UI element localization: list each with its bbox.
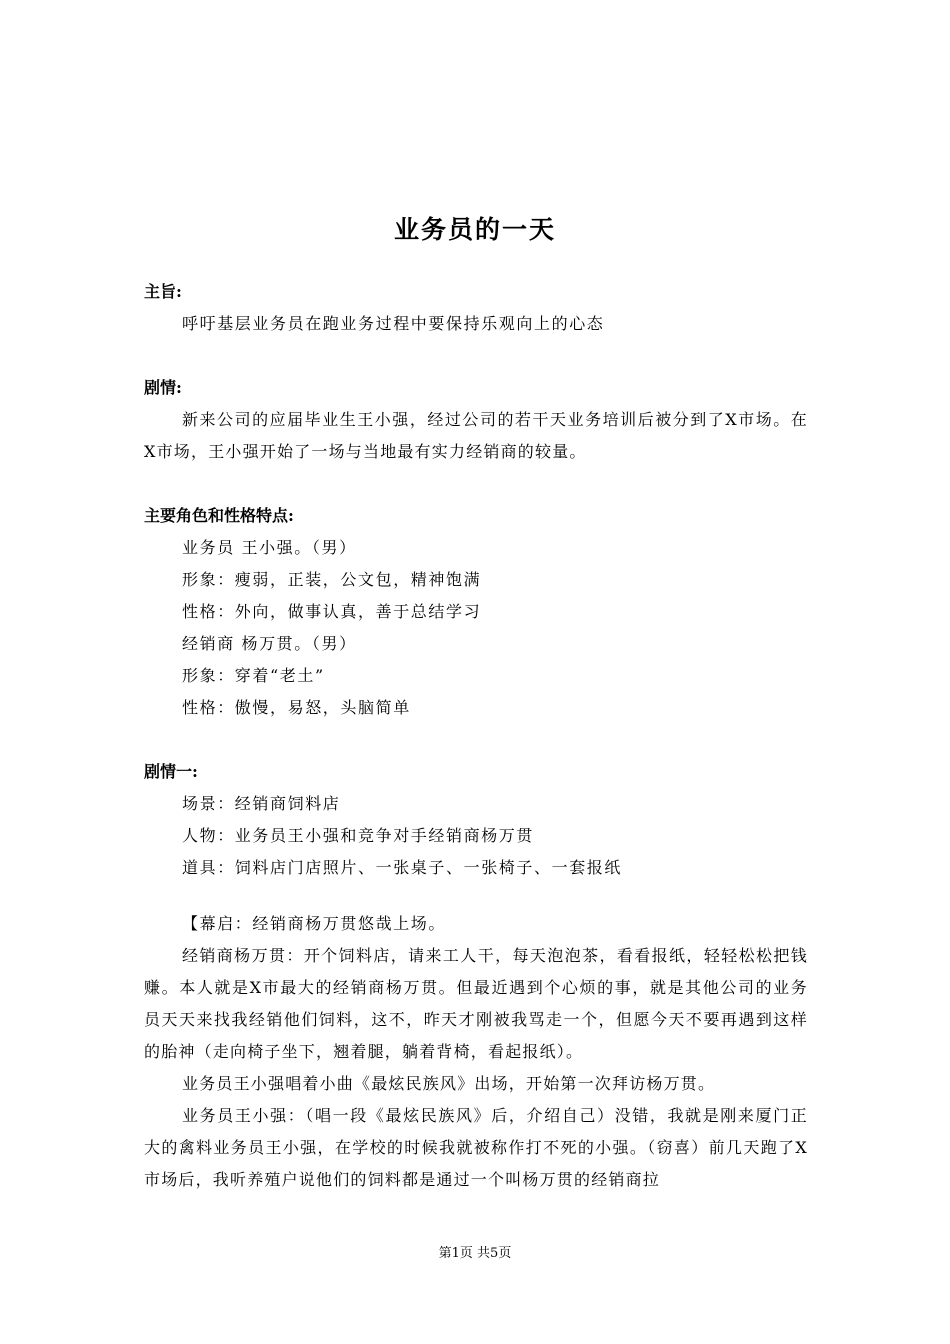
character-line: 性格：傲慢，易怒，头脑简单 <box>182 698 411 717</box>
scene-detail-line: 人物：业务员王小强和竞争对手经销商杨万贯 <box>182 826 535 845</box>
script-paragraph: 经销商杨万贯：开个饲料店，请来工人干，每天泡泡茶，看看报纸，轻轻松松把钱赚。本人就是X市最大的经销商杨万贯。但最近遇到个心烦的事，就是其他公司的业务员天天来找我经销他们饲料，这不，昨天才刚被我骂走一个，但愿今天不要再遇到这样的胎神（走向椅子坐下，翘着腿，躺着背椅，看起报纸）。 <box>144 946 808 1061</box>
scene-detail-line: 道具：饲料店门店照片、一张桌子、一张椅子、一套报纸 <box>182 858 623 877</box>
character-line: 性格：外向，做事认真，善于总结学习 <box>182 602 482 621</box>
theme-text: 呼吁基层业务员在跑业务过程中要保持乐观向上的心态 <box>182 314 605 333</box>
spacer <box>144 724 808 756</box>
document-title: 业务员的一天 <box>393 215 556 244</box>
character-line: 形象：穿着“老土” <box>182 666 325 685</box>
script-paragraph: 业务员王小强：（唱一段《最炫民族风》后，介绍自己）没错，我就是刚来厦门正大的禽料业务员王小强，在学校的时候我就被称作打不死的小强。（窃喜）前几天跑了X市场后，我听养殖户说他们的饲料都是通过一个叫杨万贯的经销商拉 <box>144 1106 808 1189</box>
scene-detail-line: 场景：经销商饲料店 <box>182 794 341 813</box>
section-heading-plot: 剧情: <box>144 378 182 397</box>
character-line: 经销商 杨万贯。（男） <box>182 634 357 653</box>
character-line: 业务员 王小强。（男） <box>182 538 357 557</box>
document-body <box>144 276 808 1196</box>
spacer <box>144 340 808 372</box>
character-line: 形象：瘦弱，正装，公文包，精神饱满 <box>182 570 482 589</box>
scene-opening: 【幕启：经销商杨万贯悠哉上场。 <box>182 914 447 933</box>
script-paragraph: 业务员王小强唱着小曲《最炫民族风》出场，开始第一次拜访杨万贯。 <box>182 1074 716 1093</box>
spacer <box>144 468 808 500</box>
section-heading-theme: 主旨: <box>144 282 182 301</box>
spacer <box>144 884 808 908</box>
page-footer: 第1页 共5页 <box>438 1246 512 1261</box>
section-heading-scene-one: 剧情一: <box>144 762 198 781</box>
plot-text: 新来公司的应届毕业生王小强，经过公司的若干天业务培训后被分到了X市场。在X市场，王小强开始了一场与当地最有实力经销商的较量。 <box>144 410 808 461</box>
section-heading-characters: 主要角色和性格特点: <box>144 506 294 525</box>
